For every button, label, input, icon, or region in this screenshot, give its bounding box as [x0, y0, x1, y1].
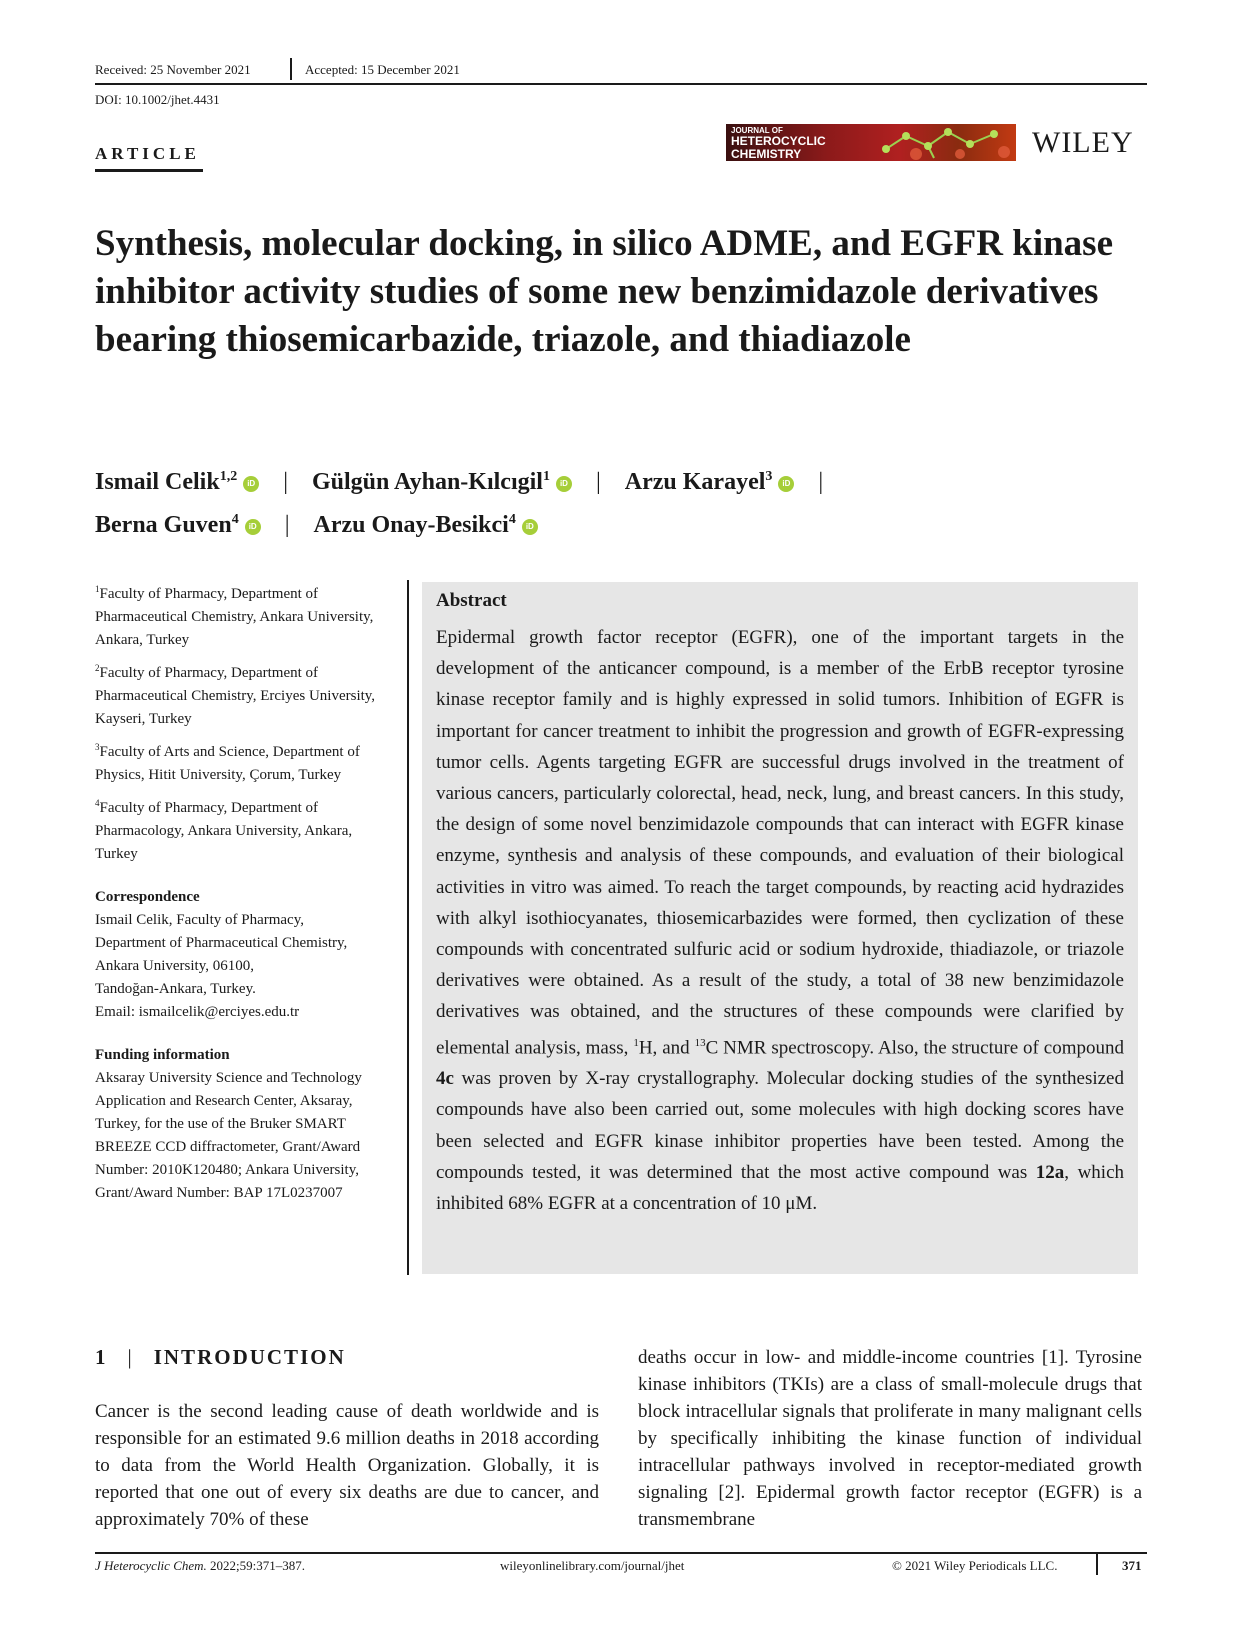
- footer-journal: J Heterocyclic Chem.: [95, 1558, 207, 1573]
- body-text-right: deaths occur in low- and middle-income countries [1]. Tyrosine kinase inhibitors (TKIs) are a class of small-molecule drugs that block intracellular signals that proliferate in many malignant cells by specifically inhibiting the kinase function of individual intracellular pathways involved in receptor-mediated growth signaling [2]. Epidermal growth factor receptor (EGFR) is a transmembrane: [638, 1347, 1142, 1530]
- correspondence-email[interactable]: Email: ismailcelik@erciyes.edu.tr: [95, 1004, 300, 1020]
- author-name: Berna Guven: [95, 512, 232, 538]
- author-name: Arzu Onay-Besikci: [313, 512, 509, 538]
- funding-text: Aksaray University Science and Technology Application and Research Center, Aksaray, Turkey, for the use of the Bruker SMART BREEZE CCD diffractometer, Grant/Award Number: 2010K120480; Ankara University, Grant/Award Number: BAP 17L0237007: [95, 1070, 362, 1201]
- compound-label: 4c: [436, 1068, 454, 1090]
- author-affiliation-marker: 3: [765, 469, 773, 484]
- author-affiliation-marker: 4: [231, 512, 239, 527]
- abstract-part: C NMR spectroscopy. Also, the structure of compound: [705, 1036, 1125, 1058]
- affiliation-number: 4: [95, 798, 100, 808]
- column-divider: [407, 580, 409, 1275]
- correspondence-line: Tandoğan-Ankara, Turkey.: [95, 981, 256, 997]
- journal-logo-line1: HETEROCYCLIC: [731, 134, 826, 148]
- affiliation-number: 3: [95, 742, 100, 752]
- affiliation: [95, 578, 395, 652]
- author-separator: |: [595, 469, 601, 495]
- superscript: 13: [694, 1036, 706, 1049]
- journal-logo[interactable]: [726, 124, 1016, 161]
- header-rule: [95, 83, 1147, 85]
- footer-copyright: © 2021 Wiley Periodicals LLC.: [892, 1558, 1058, 1573]
- footer-url[interactable]: wileyonlinelibrary.com/journal/jhet: [500, 1558, 685, 1573]
- article-title: Synthesis, molecular docking, in silico ADME, and EGFR kinase inhibitor activity studies of some new benzimidazole derivatives bearing thiosemicarbazide, triazole, and thiadiazole: [95, 223, 1114, 360]
- abstract-text: [436, 622, 1124, 1219]
- body-text-left: Cancer is the second leading cause of death worldwide and is responsible for an estimated 9.6 million deaths in 2018 according to data from the World Health Organization. Globally, it is reported that one out of every six deaths are due to cancer, and approximately 70% of these: [95, 1401, 599, 1530]
- abstract-part: , which inhibited 68% EGFR at a concentration of 10 μM.: [436, 1161, 1125, 1214]
- author[interactable]: [312, 458, 572, 501]
- footer-separator: [1096, 1553, 1098, 1575]
- affiliation: [95, 792, 395, 866]
- publisher-logo[interactable]: WILEY: [1032, 126, 1134, 159]
- abstract-part: was proven by X-ray crystallography. Molecular docking studies of the synthesized compounds have also been carried out, some molecules with high docking scores have been selected and EGFR kinase inhibitor properties have been tested. Among the compounds tested, it was determined that the most active compound was: [436, 1068, 1124, 1183]
- section-separator: |: [127, 1345, 134, 1369]
- orcid-icon[interactable]: iD: [522, 519, 538, 535]
- footer-volume: 2022;59:371–387.: [210, 1558, 306, 1573]
- affiliation: [95, 657, 395, 731]
- orcid-icon[interactable]: iD: [556, 476, 572, 492]
- correspondence-line: Department of Pharmaceutical Chemistry,: [95, 935, 348, 951]
- author-affiliation-marker: 1: [542, 469, 550, 484]
- author[interactable]: [95, 458, 259, 501]
- affiliation-number: 1: [95, 584, 100, 594]
- author[interactable]: [625, 458, 795, 501]
- orcid-icon[interactable]: iD: [243, 476, 259, 492]
- section-title: INTRODUCTION: [153, 1345, 346, 1369]
- footer-citation: [95, 1558, 305, 1574]
- correspondence-heading: Correspondence: [95, 889, 200, 905]
- accepted-date: Accepted: 15 December 2021: [305, 62, 460, 77]
- author-separator: |: [284, 512, 290, 538]
- orcid-icon[interactable]: iD: [778, 476, 794, 492]
- affiliation: [95, 736, 395, 787]
- molecule-graphic-icon: [876, 124, 1016, 161]
- abstract-part: Epidermal growth factor receptor (EGFR), one of the important targets in the development of the anticancer compound, is a member of the ErbB receptor tyrosine kinase receptor family and is highly expressed in solid tumors. Inhibition of EGFR is important for cancer treatment to inhibit the progression and growth of EGFR-expressing tumor cells. Agents targeting EGFR are successful drugs involved in the treatment of various cancers, particularly colorectal, head, neck, lung, and breast cancers. In this study, the design of some novel benzimidazole compounds that can interact with EGFR kinase enzyme, synthesis and analysis of these compounds, and evaluation of their biological activities in vitro was aimed. To reach the target compounds, by reacting acid hydrazides with alkyl isothiocyanates, thiosemicarbazides were formed, then cyclization of these compounds with concentrated sulfuric acid or sodium hydroxide, thiadiazole, or triazole derivatives were obtained. As a result of the study, a total of 38 new benzimidazole derivatives was obtained, and the structures of these compounds were clarified by elemental analysis, mass,: [436, 627, 1124, 1058]
- section-number: 1: [95, 1345, 108, 1369]
- affiliation-text: Faculty of Pharmacy, Department of Pharmaceutical Chemistry, Ankara University, Ankara, Turkey: [95, 586, 374, 648]
- header-separator: [290, 58, 292, 80]
- affiliation-text: Faculty of Arts and Science, Department of Physics, Hitit University, Çorum, Turkey: [95, 744, 360, 783]
- author[interactable]: [95, 501, 261, 544]
- article-type-underline: [95, 169, 203, 172]
- author-list: [95, 458, 1155, 544]
- received-date: Received: 25 November 2021: [95, 62, 251, 77]
- funding-heading: Funding information: [95, 1047, 230, 1063]
- journal-logo-small-text: JOURNAL OF: [731, 126, 783, 135]
- superscript: 1: [633, 1036, 639, 1049]
- abstract-part: H, and: [638, 1036, 690, 1058]
- abstract-box: [422, 582, 1138, 1274]
- page-number: 371: [1122, 1558, 1142, 1573]
- section-heading: [95, 1345, 346, 1370]
- author-separator: |: [818, 469, 824, 495]
- orcid-icon[interactable]: iD: [245, 519, 261, 535]
- affiliation-text: Faculty of Pharmacy, Department of Pharmaceutical Chemistry, Erciyes University, Kayseri, Turkey: [95, 665, 376, 727]
- compound-label: 12a: [1035, 1161, 1065, 1183]
- author[interactable]: [314, 501, 538, 544]
- author-name: Ismail Celik: [95, 469, 220, 495]
- footer-rule: [95, 1552, 1147, 1554]
- correspondence-line: Ankara University, 06100,: [95, 958, 254, 974]
- sidebar: [95, 578, 395, 1205]
- abstract-heading: Abstract: [436, 590, 507, 611]
- article-type-label: ARTICLE: [95, 144, 200, 163]
- author-separator: |: [283, 469, 288, 495]
- author-name: Arzu Karayel: [624, 469, 766, 495]
- correspondence-line: Ismail Celik, Faculty of Pharmacy,: [95, 912, 304, 928]
- doi[interactable]: DOI: 10.1002/jhet.4431: [95, 92, 220, 107]
- author-name: Gülgün Ayhan-Kılcıgil: [312, 469, 543, 495]
- journal-logo-line2: CHEMISTRY: [731, 147, 802, 161]
- affiliation-number: 2: [95, 663, 100, 673]
- author-affiliation-marker: 1,2: [219, 469, 238, 484]
- author-affiliation-marker: 4: [508, 512, 516, 527]
- affiliation-text: Faculty of Pharmacy, Department of Pharmacology, Ankara University, Ankara, Turkey: [95, 800, 353, 862]
